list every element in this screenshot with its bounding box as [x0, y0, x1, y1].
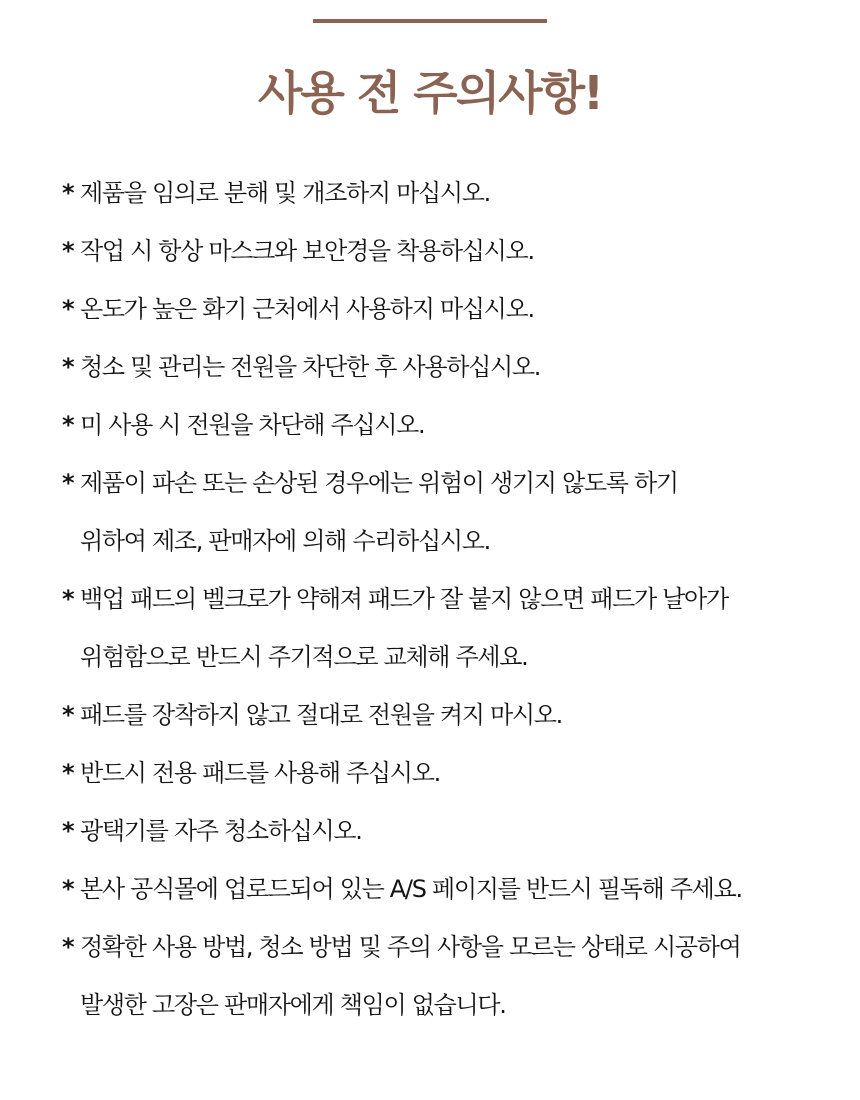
notice-text-line: 청소 및 관리는 전원을 차단한 후 사용하십시오.	[80, 353, 541, 381]
bullet-asterisk: *	[62, 179, 74, 207]
notice-text-line: 백업 패드의 벨크로가 약해져 패드가 잘 붙지 않으면 패드가 날아가	[80, 585, 728, 613]
bullet-asterisk: *	[62, 875, 74, 903]
notice-text-line: 본사 공식몰에 업로드되어 있는 A/S 페이지를 반드시 필독해 주세요.	[80, 875, 742, 903]
notice-item	[62, 454, 842, 570]
notice-text-line: 작업 시 항상 마스크와 보안경을 착용하십시오.	[80, 237, 534, 265]
notice-text-line: 제품이 파손 또는 손상된 경우에는 위험이 생기지 않도록 하기	[80, 469, 678, 497]
notice-text-line: 정확한 사용 방법, 청소 방법 및 주의 사항을 모르는 상태로 시공하여	[80, 933, 741, 961]
notice-text-line: 패드를 장착하지 않고 절대로 전원을 켜지 마시오.	[80, 701, 562, 729]
notice-item	[62, 802, 842, 860]
notice-item	[62, 860, 842, 918]
notice-item	[62, 918, 842, 1034]
notice-text-line: 광택기를 자주 청소하십시오.	[80, 817, 362, 845]
notice-item	[62, 222, 842, 280]
notice-item	[62, 396, 842, 454]
notice-text-line: 위하여 제조, 판매자에 의해 수리하십시오.	[80, 527, 491, 555]
bullet-asterisk: *	[62, 469, 74, 497]
notice-item	[62, 744, 842, 802]
notice-item	[62, 570, 842, 686]
bullet-asterisk: *	[62, 295, 74, 323]
top-divider	[313, 19, 547, 23]
bullet-asterisk: *	[62, 933, 74, 961]
notice-text-line: 위험함으로 반드시 주기적으로 교체해 주세요.	[80, 643, 528, 671]
page-title: 사용 전 주의사항!	[257, 66, 603, 120]
notice-text-line: 반드시 전용 패드를 사용해 주십시오.	[80, 759, 440, 787]
notice-item	[62, 338, 842, 396]
notice-item	[62, 280, 842, 338]
bullet-asterisk: *	[62, 353, 74, 381]
notice-text-line: 온도가 높은 화기 근처에서 사용하지 마십시오.	[80, 295, 534, 323]
notice-item	[62, 164, 842, 222]
notice-item	[62, 686, 842, 744]
notice-list	[62, 164, 842, 1034]
notice-text-line: 제품을 임의로 분해 및 개조하지 마십시오.	[80, 179, 491, 207]
notice-text-line: 발생한 고장은 판매자에게 책임이 없습니다.	[80, 991, 506, 1019]
bullet-asterisk: *	[62, 701, 74, 729]
bullet-asterisk: *	[62, 411, 74, 439]
notice-text-line: 미 사용 시 전원을 차단해 주십시오.	[80, 411, 425, 439]
bullet-asterisk: *	[62, 237, 74, 265]
bullet-asterisk: *	[62, 585, 74, 613]
bullet-asterisk: *	[62, 759, 74, 787]
bullet-asterisk: *	[62, 817, 74, 845]
